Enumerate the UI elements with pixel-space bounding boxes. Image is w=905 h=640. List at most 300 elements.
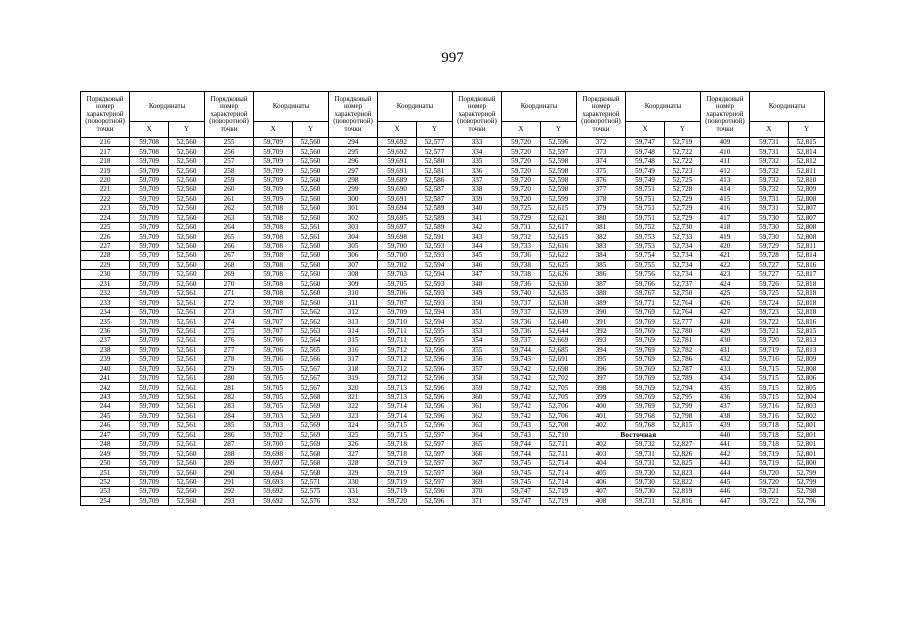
point-number: 380 xyxy=(576,213,625,222)
point-number: 242 xyxy=(81,383,130,392)
x-value: 59,747 xyxy=(626,138,665,147)
y-value: 52,561 xyxy=(169,355,205,364)
y-value: 52,586 xyxy=(417,175,453,184)
x-value: 59,718 xyxy=(750,421,789,430)
x-value: 59,742 xyxy=(502,373,541,382)
x-value: 59,709 xyxy=(130,185,169,194)
point-number: 321 xyxy=(328,392,377,401)
x-value: 59,730 xyxy=(750,232,789,241)
y-value: 52,560 xyxy=(169,458,205,467)
x-value: 59,709 xyxy=(130,336,169,345)
point-number: 440 xyxy=(700,430,749,439)
y-value: 52,569 xyxy=(293,430,329,439)
page-number: 997 xyxy=(441,50,464,66)
point-number: 435 xyxy=(700,383,749,392)
x-value: 59,728 xyxy=(750,251,789,260)
y-value: 52,565 xyxy=(293,345,329,354)
x-value: 59,727 xyxy=(750,270,789,279)
x-value: 59,736 xyxy=(502,251,541,260)
point-number: 356 xyxy=(452,355,501,364)
y-value: 52,764 xyxy=(664,307,700,316)
point-number: 351 xyxy=(452,307,501,316)
point-number: 253 xyxy=(81,487,130,496)
table-row xyxy=(81,175,825,184)
point-number: 231 xyxy=(81,279,130,288)
point-number: 382 xyxy=(576,232,625,241)
x-value: 59,730 xyxy=(626,487,665,496)
y-value: 52,560 xyxy=(169,477,205,486)
y-value: 52,560 xyxy=(169,222,205,231)
point-number: 306 xyxy=(328,251,377,260)
point-number: 422 xyxy=(700,260,749,269)
x-value: 59,718 xyxy=(378,449,417,458)
point-number: 374 xyxy=(576,156,625,165)
y-value: 52,568 xyxy=(293,392,329,401)
y-value: 52,561 xyxy=(169,317,205,326)
y-value: 52,569 xyxy=(293,402,329,411)
y-value: 52,560 xyxy=(169,156,205,165)
x-value: 59,725 xyxy=(502,204,541,213)
point-number-header: Порядковый номер характерной (поворотной) точки xyxy=(452,92,501,138)
x-value: 59,751 xyxy=(626,194,665,203)
x-value: 59,742 xyxy=(502,411,541,420)
y-value: 52,729 xyxy=(664,204,700,213)
y-value: 52,825 xyxy=(664,458,700,467)
point-number: 259 xyxy=(204,175,253,184)
y-value: 52,799 xyxy=(664,402,700,411)
point-number-header: Порядковый номер характерной (поворотной) точки xyxy=(204,92,253,138)
x-value: 59,755 xyxy=(626,260,665,269)
point-number: 411 xyxy=(700,156,749,165)
point-number: 336 xyxy=(452,166,501,175)
x-value: 59,706 xyxy=(254,345,293,354)
x-value: 59,766 xyxy=(626,279,665,288)
x-value: 59,721 xyxy=(750,487,789,496)
point-number: 331 xyxy=(328,487,377,496)
x-value: 59,708 xyxy=(254,241,293,250)
point-number: 419 xyxy=(700,232,749,241)
x-value: 59,708 xyxy=(254,289,293,298)
x-value: 59,740 xyxy=(502,289,541,298)
x-value: 59,708 xyxy=(254,279,293,288)
point-number: 373 xyxy=(576,147,625,156)
y-value: 52,593 xyxy=(417,241,453,250)
x-value: 59,732 xyxy=(502,232,541,241)
point-number: 393 xyxy=(576,336,625,345)
table-row xyxy=(81,260,825,269)
x-value: 59,709 xyxy=(130,496,169,505)
y-value: 52,807 xyxy=(788,204,824,213)
y-value: 52,560 xyxy=(293,175,329,184)
y-value: 52,816 xyxy=(664,496,700,505)
x-value: 59,743 xyxy=(502,421,541,430)
x-value: 59,733 xyxy=(502,241,541,250)
x-value: 59,712 xyxy=(378,345,417,354)
point-number: 282 xyxy=(204,392,253,401)
point-number: 252 xyxy=(81,477,130,486)
coordinates-header: Координаты xyxy=(750,92,825,122)
y-value: 52,789 xyxy=(664,373,700,382)
point-number: 415 xyxy=(700,194,749,203)
y-value: 52,799 xyxy=(788,468,824,477)
x-value: 59,719 xyxy=(750,449,789,458)
x-value: 59,753 xyxy=(626,232,665,241)
point-number: 245 xyxy=(81,411,130,420)
x-value: 59,768 xyxy=(626,421,665,430)
point-number: 401 xyxy=(576,411,625,420)
y-value: 52,818 xyxy=(788,279,824,288)
y-value: 52,560 xyxy=(169,204,205,213)
y-value: 52,560 xyxy=(169,449,205,458)
y-value: 52,593 xyxy=(417,279,453,288)
x-value: 59,730 xyxy=(626,477,665,486)
y-value: 52,597 xyxy=(417,477,453,486)
x-value: 59,720 xyxy=(502,185,541,194)
x-value: 59,709 xyxy=(130,477,169,486)
point-number: 293 xyxy=(204,496,253,505)
point-number: 286 xyxy=(204,430,253,439)
point-number: 247 xyxy=(81,430,130,439)
point-number: 330 xyxy=(328,477,377,486)
y-value: 52,782 xyxy=(664,345,700,354)
x-value: 59,697 xyxy=(378,222,417,231)
x-value: 59,703 xyxy=(254,411,293,420)
point-number: 310 xyxy=(328,289,377,298)
x-value: 59,769 xyxy=(626,383,665,392)
x-value: 59,749 xyxy=(626,175,665,184)
y-value: 52,798 xyxy=(788,487,824,496)
y-value: 52,826 xyxy=(664,449,700,458)
y-value: 52,734 xyxy=(664,270,700,279)
table-row xyxy=(81,147,825,156)
point-number: 413 xyxy=(700,175,749,184)
point-number: 378 xyxy=(576,194,625,203)
point-number: 429 xyxy=(700,326,749,335)
y-value: 52,827 xyxy=(664,440,700,449)
x-value: 59,705 xyxy=(254,364,293,373)
y-value: 52,561 xyxy=(169,336,205,345)
point-number: 244 xyxy=(81,402,130,411)
x-value: 59,768 xyxy=(626,411,665,420)
x-value: 59,709 xyxy=(130,222,169,231)
y-value: 52,822 xyxy=(664,477,700,486)
y-value: 52,587 xyxy=(417,185,453,194)
point-number: 416 xyxy=(700,204,749,213)
point-number: 240 xyxy=(81,364,130,373)
point-number: 383 xyxy=(576,241,625,250)
point-number: 283 xyxy=(204,402,253,411)
x-value: 59,708 xyxy=(254,260,293,269)
point-number: 230 xyxy=(81,270,130,279)
y-value: 52,714 xyxy=(541,477,577,486)
point-number: 417 xyxy=(700,213,749,222)
y-value: 52,714 xyxy=(541,458,577,467)
y-value: 52,561 xyxy=(169,373,205,382)
point-number: 311 xyxy=(328,298,377,307)
y-value: 52,617 xyxy=(541,222,577,231)
y-value: 52,622 xyxy=(541,251,577,260)
table-row xyxy=(81,392,825,401)
point-number: 232 xyxy=(81,289,130,298)
point-number: 400 xyxy=(576,402,625,411)
table-row xyxy=(81,138,825,147)
x-value: 59,719 xyxy=(378,477,417,486)
point-number: 298 xyxy=(328,175,377,184)
y-value: 52,566 xyxy=(293,355,329,364)
table-row xyxy=(81,251,825,260)
x-value: 59,702 xyxy=(254,430,293,439)
x-value: 59,722 xyxy=(750,496,789,505)
y-header: Y xyxy=(417,122,453,138)
point-number: 349 xyxy=(452,289,501,298)
y-value: 52,734 xyxy=(664,251,700,260)
x-value: 59,721 xyxy=(750,326,789,335)
table-row xyxy=(81,345,825,354)
x-value: 59,752 xyxy=(626,222,665,231)
y-value: 52,818 xyxy=(788,289,824,298)
point-number: 379 xyxy=(576,204,625,213)
point-number: 217 xyxy=(81,147,130,156)
x-value: 59,720 xyxy=(750,477,789,486)
x-value: 59,689 xyxy=(378,175,417,184)
x-value: 59,769 xyxy=(626,355,665,364)
x-value: 59,700 xyxy=(378,251,417,260)
table-header xyxy=(81,92,825,138)
point-number: 420 xyxy=(700,241,749,250)
x-value: 59,712 xyxy=(378,355,417,364)
y-value: 52,596 xyxy=(417,487,453,496)
point-number: 342 xyxy=(452,222,501,231)
point-number: 262 xyxy=(204,204,253,213)
table-body xyxy=(81,138,825,506)
x-value: 59,708 xyxy=(254,298,293,307)
x-value: 59,709 xyxy=(130,402,169,411)
y-value: 52,568 xyxy=(293,458,329,467)
y-value: 52,737 xyxy=(664,279,700,288)
point-number: 269 xyxy=(204,270,253,279)
point-number: 357 xyxy=(452,364,501,373)
point-number: 301 xyxy=(328,204,377,213)
x-value: 59,709 xyxy=(130,204,169,213)
x-value: 59,767 xyxy=(626,289,665,298)
x-value: 59,709 xyxy=(130,392,169,401)
table-row xyxy=(81,440,825,449)
x-value: 59,713 xyxy=(378,383,417,392)
x-value: 59,705 xyxy=(254,373,293,382)
y-value: 52,581 xyxy=(417,166,453,175)
x-value: 59,694 xyxy=(254,468,293,477)
point-number: 278 xyxy=(204,355,253,364)
point-number: 246 xyxy=(81,421,130,430)
x-value: 59,709 xyxy=(130,260,169,269)
y-value: 52,561 xyxy=(169,289,205,298)
point-number: 309 xyxy=(328,279,377,288)
x-value: 59,709 xyxy=(254,147,293,156)
y-value: 52,564 xyxy=(293,336,329,345)
x-value: 59,730 xyxy=(626,468,665,477)
x-value: 59,718 xyxy=(750,440,789,449)
point-number: 236 xyxy=(81,326,130,335)
x-value: 59,769 xyxy=(626,326,665,335)
point-number: 312 xyxy=(328,307,377,316)
y-value: 52,630 xyxy=(541,279,577,288)
x-value: 59,709 xyxy=(130,175,169,184)
y-header: Y xyxy=(664,122,700,138)
x-value: 59,747 xyxy=(502,496,541,505)
x-value: 59,731 xyxy=(750,204,789,213)
point-number: 399 xyxy=(576,392,625,401)
y-value: 52,563 xyxy=(293,326,329,335)
x-value: 59,709 xyxy=(130,430,169,439)
point-number: 353 xyxy=(452,326,501,335)
x-value: 59,709 xyxy=(130,355,169,364)
x-value: 59,709 xyxy=(130,166,169,175)
x-value: 59,742 xyxy=(502,383,541,392)
point-number: 255 xyxy=(204,138,253,147)
point-number: 320 xyxy=(328,383,377,392)
x-value: 59,709 xyxy=(130,364,169,373)
x-value: 59,769 xyxy=(626,364,665,373)
y-value: 52,561 xyxy=(169,345,205,354)
point-number: 424 xyxy=(700,279,749,288)
y-value: 52,593 xyxy=(417,298,453,307)
table-row xyxy=(81,156,825,165)
y-value: 52,560 xyxy=(169,496,205,505)
x-value: 59,748 xyxy=(626,147,665,156)
point-number: 292 xyxy=(204,487,253,496)
table-row xyxy=(81,298,825,307)
point-number: 345 xyxy=(452,251,501,260)
point-number: 363 xyxy=(452,421,501,430)
y-value: 52,568 xyxy=(293,449,329,458)
y-value: 52,569 xyxy=(293,421,329,430)
y-value: 52,562 xyxy=(293,307,329,316)
point-number: 358 xyxy=(452,373,501,382)
point-number: 249 xyxy=(81,449,130,458)
y-value: 52,698 xyxy=(541,364,577,373)
y-value: 52,801 xyxy=(788,421,824,430)
x-value: 59,731 xyxy=(750,147,789,156)
y-value: 52,560 xyxy=(293,185,329,194)
point-number: 387 xyxy=(576,279,625,288)
x-header: X xyxy=(378,122,417,138)
point-number: 254 xyxy=(81,496,130,505)
point-number: 346 xyxy=(452,260,501,269)
y-value: 52,596 xyxy=(417,496,453,505)
x-value: 59,715 xyxy=(378,430,417,439)
x-header: X xyxy=(750,122,789,138)
point-number: 218 xyxy=(81,156,130,165)
point-number: 427 xyxy=(700,307,749,316)
y-value: 52,730 xyxy=(664,222,700,231)
x-value: 59,753 xyxy=(626,241,665,250)
y-value: 52,595 xyxy=(417,326,453,335)
x-value: 59,703 xyxy=(254,421,293,430)
x-value: 59,732 xyxy=(626,440,665,449)
y-value: 52,561 xyxy=(169,430,205,439)
y-value: 52,561 xyxy=(169,421,205,430)
y-value: 52,813 xyxy=(788,336,824,345)
table-row xyxy=(81,326,825,335)
point-number: 425 xyxy=(700,289,749,298)
x-value: 59,736 xyxy=(502,326,541,335)
x-value: 59,769 xyxy=(626,402,665,411)
table-row xyxy=(81,468,825,477)
y-value: 52,805 xyxy=(788,383,824,392)
x-value: 59,716 xyxy=(750,411,789,420)
x-value: 59,708 xyxy=(254,204,293,213)
x-header: X xyxy=(254,122,293,138)
y-value: 52,722 xyxy=(664,147,700,156)
y-value: 52,813 xyxy=(788,345,824,354)
x-value: 59,706 xyxy=(254,336,293,345)
y-value: 52,669 xyxy=(541,336,577,345)
point-number: 308 xyxy=(328,270,377,279)
y-value: 52,560 xyxy=(169,251,205,260)
x-value: 59,709 xyxy=(254,156,293,165)
y-value: 52,560 xyxy=(169,232,205,241)
point-number: 313 xyxy=(328,317,377,326)
x-value: 59,711 xyxy=(378,326,417,335)
point-number: 279 xyxy=(204,364,253,373)
point-number: 369 xyxy=(452,477,501,486)
y-value: 52,625 xyxy=(541,260,577,269)
table-row xyxy=(81,222,825,231)
y-value: 52,591 xyxy=(417,232,453,241)
point-number: 305 xyxy=(328,241,377,250)
point-number: 250 xyxy=(81,458,130,467)
point-number: 276 xyxy=(204,336,253,345)
y-value: 52,561 xyxy=(169,298,205,307)
y-value: 52,801 xyxy=(788,430,824,439)
y-value: 52,596 xyxy=(417,383,453,392)
point-number: 337 xyxy=(452,175,501,184)
table-row xyxy=(81,289,825,298)
y-value: 52,599 xyxy=(541,194,577,203)
x-value: 59,715 xyxy=(750,392,789,401)
table-row xyxy=(81,487,825,496)
x-value: 59,694 xyxy=(378,204,417,213)
y-value: 52,560 xyxy=(169,279,205,288)
x-value: 59,720 xyxy=(502,194,541,203)
point-number: 446 xyxy=(700,487,749,496)
point-number: 329 xyxy=(328,468,377,477)
x-value: 59,751 xyxy=(626,185,665,194)
y-value: 52,594 xyxy=(417,317,453,326)
point-number: 290 xyxy=(204,468,253,477)
x-value: 59,712 xyxy=(378,373,417,382)
x-value: 59,731 xyxy=(626,458,665,467)
x-value: 59,705 xyxy=(254,383,293,392)
x-value: 59,771 xyxy=(626,298,665,307)
table-row xyxy=(81,458,825,467)
point-number: 431 xyxy=(700,345,749,354)
y-value: 52,818 xyxy=(788,298,824,307)
x-value: 59,737 xyxy=(502,336,541,345)
x-value: 59,769 xyxy=(626,317,665,326)
x-value: 59,731 xyxy=(750,138,789,147)
point-number: 403 xyxy=(576,449,625,458)
point-number: 257 xyxy=(204,156,253,165)
y-value: 52,560 xyxy=(293,260,329,269)
y-value: 52,589 xyxy=(417,222,453,231)
x-value: 59,716 xyxy=(750,402,789,411)
y-value: 52,597 xyxy=(417,468,453,477)
y-value: 52,711 xyxy=(541,440,577,449)
table-row xyxy=(81,270,825,279)
x-value: 59,743 xyxy=(502,355,541,364)
y-value: 52,594 xyxy=(417,260,453,269)
